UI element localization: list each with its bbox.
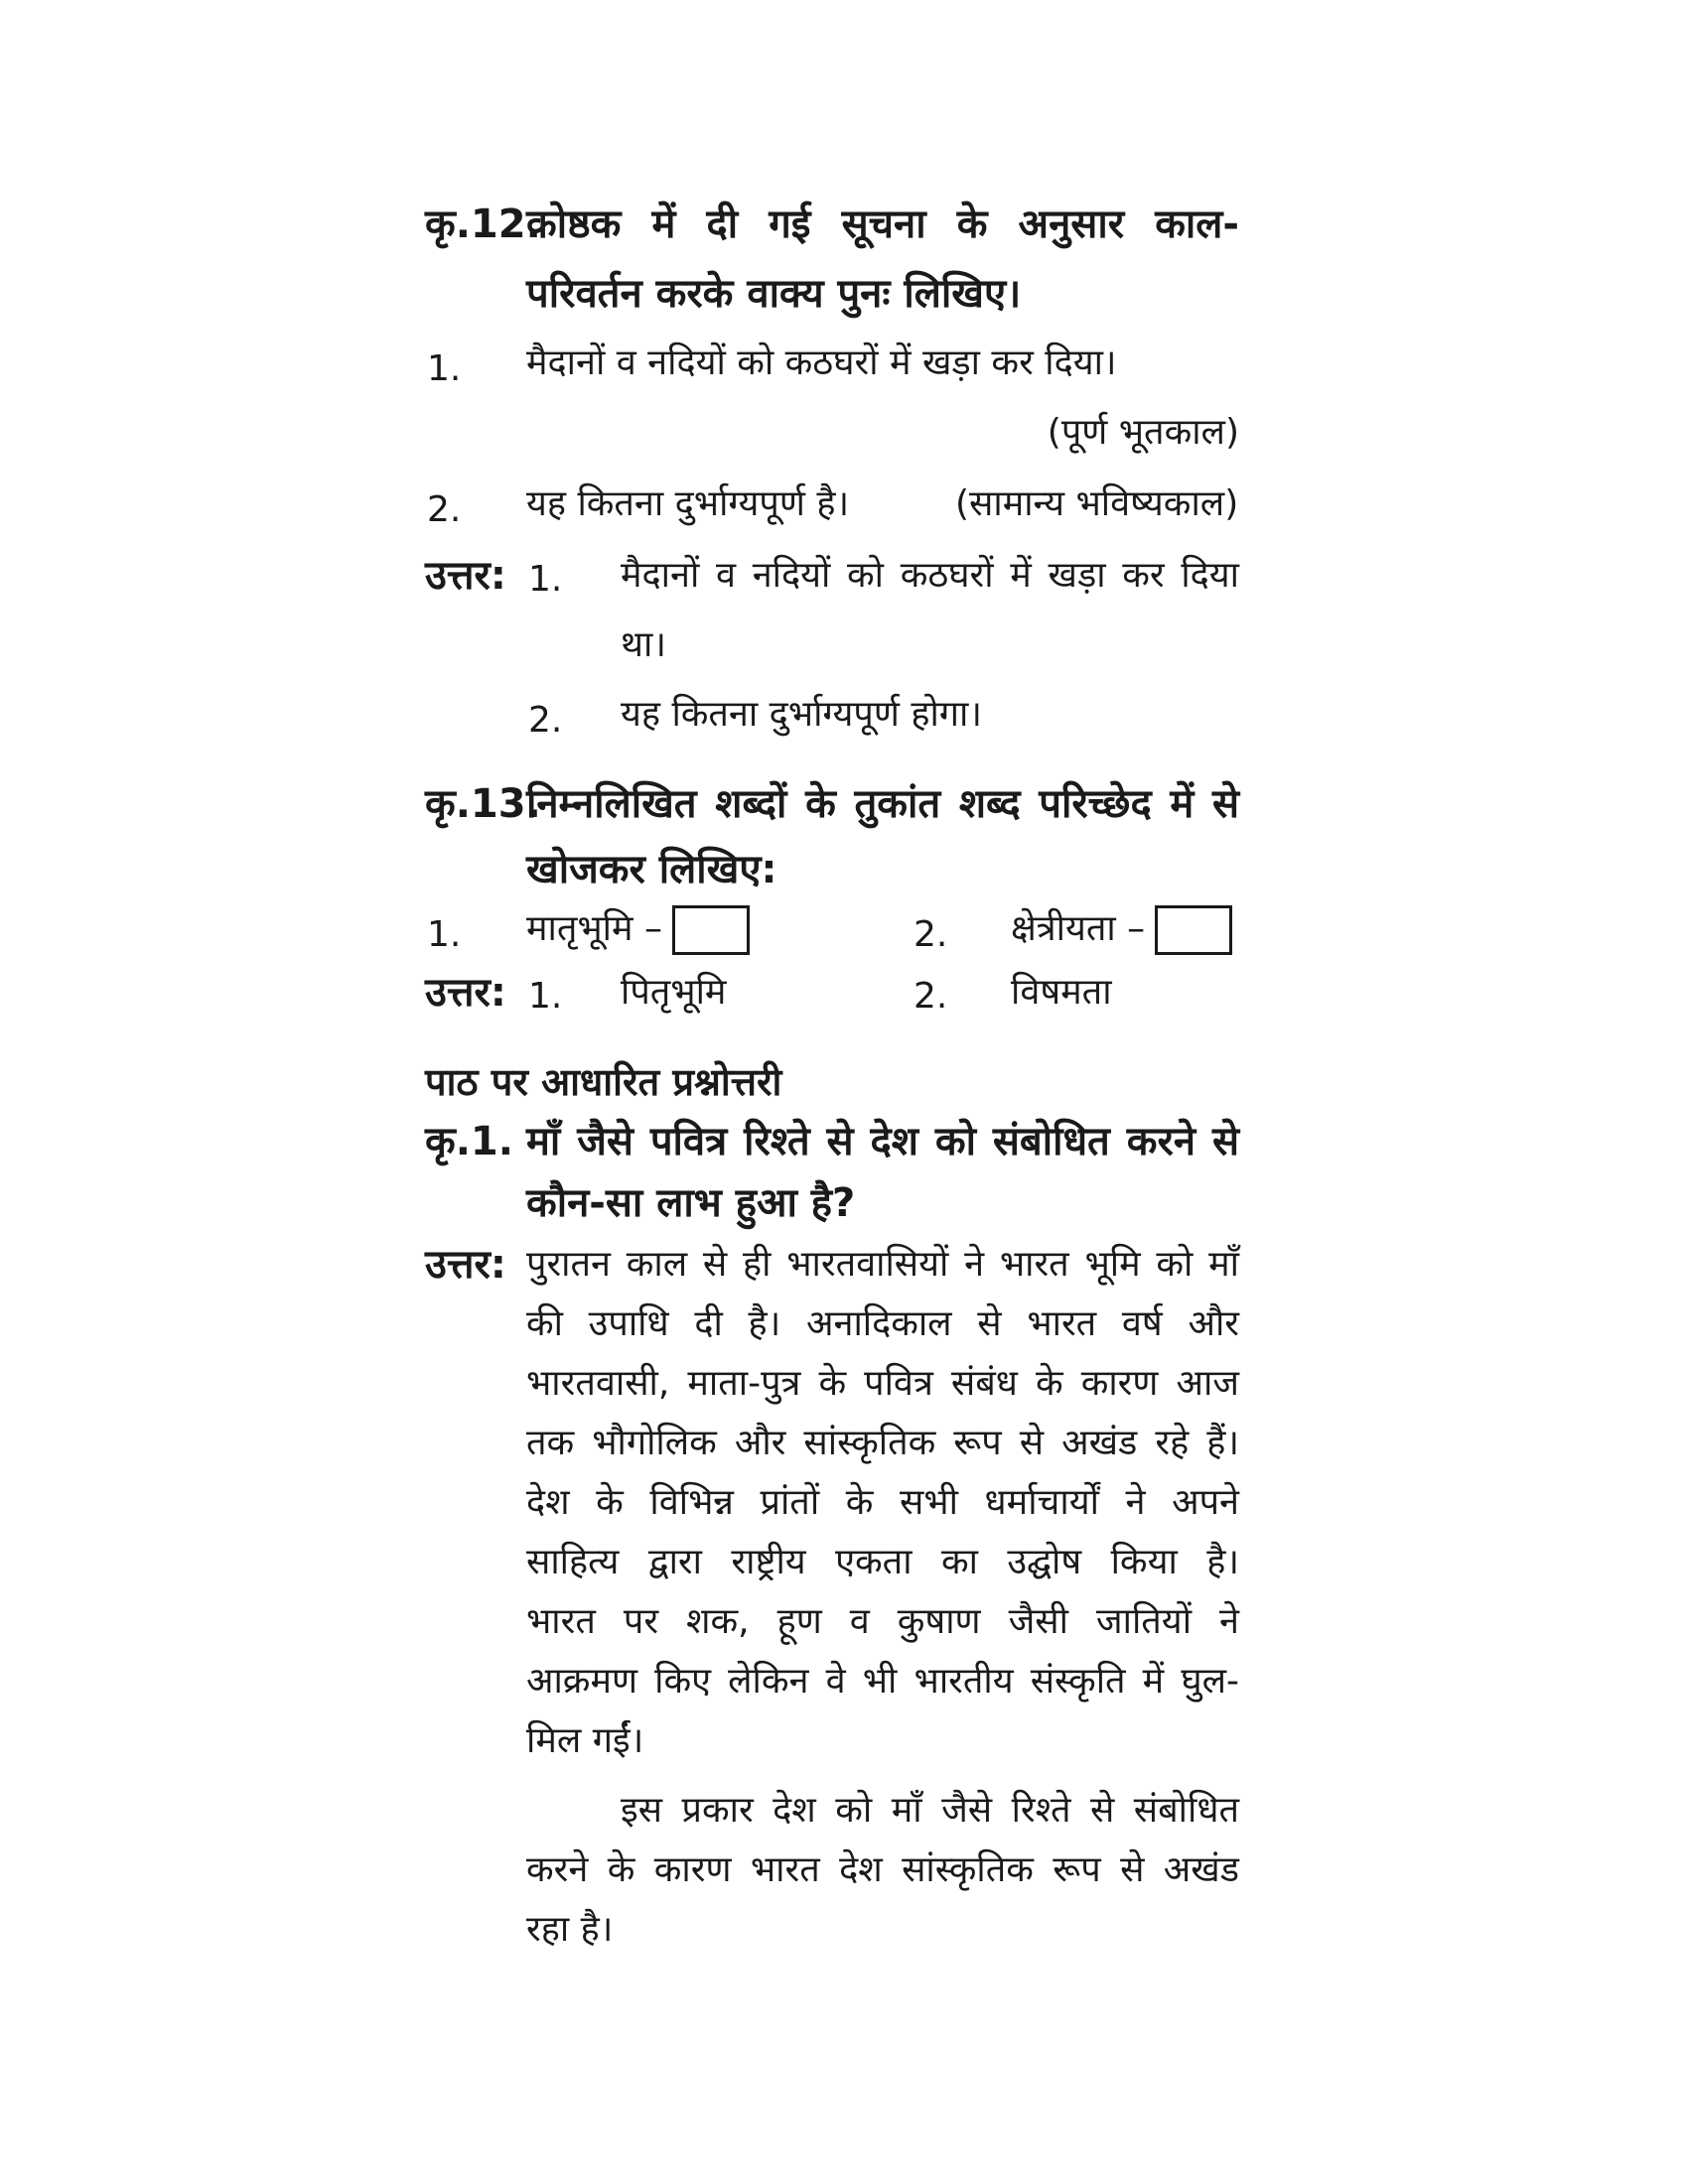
q1-answer-line-7: भारत पर शक, हूण व कुषाण जैसी जातियों ने	[526, 1601, 1239, 1642]
q1-conclusion-line-1: इस प्रकार देश को माँ जैसे रिश्ते से संबोधित	[621, 1790, 1239, 1831]
q1-answer-line-5: देश के विभिन्न प्रांतों के सभी धर्माचार्यों ने अपने	[526, 1482, 1239, 1523]
q13-answer-2-number: 2.	[914, 976, 948, 1017]
q12-item-2-number: 2.	[427, 489, 462, 530]
q12-answer-1-line2: था।	[621, 624, 666, 665]
q12-item-1-text: मैदानों व नदियों को कठघरों में खड़ा कर दिया।	[526, 342, 1117, 383]
q12-answer-1-line1: मैदानों व नदियों को कठघरों में खड़ा कर दिया	[621, 555, 1239, 596]
q13-number: कृ.13.	[425, 781, 541, 827]
q1-answer-line-8: आक्रमण किए लेकिन वे भी भारतीय संस्कृति में घुल-	[526, 1661, 1239, 1702]
q12-answer-label: उत्तर:	[425, 553, 506, 599]
q13-answer-2-text: विषमता	[1011, 972, 1112, 1013]
q13-item-2	[1011, 905, 1232, 955]
q1-answer-line-1: पुरातन काल से ही भारतवासियों ने भारत भूमि को माँ	[526, 1244, 1240, 1285]
q12-title-line2: परिवर्तन करके वाक्य पुनः लिखिए।	[526, 271, 1022, 317]
q13-item-2-word: क्षेत्रीयता –	[1011, 908, 1146, 949]
q13-item-1-number: 1.	[427, 914, 462, 955]
q12-answer-2-text: यह कितना दुर्भाग्यपूर्ण होगा।	[621, 694, 983, 735]
q13-item-1-blank-box[interactable]	[672, 905, 750, 955]
q12-title-line1: कोष्ठक में दी गई सूचना के अनुसार काल-	[526, 202, 1239, 247]
q1-answer-line-6: साहित्य द्वारा राष्ट्रीय एकता का उद्घोष किया है।	[526, 1542, 1239, 1582]
q12-item-2-text: यह कितना दुर्भाग्यपूर्ण है।	[526, 483, 850, 524]
q13-title-line2: खोजकर लिखिए:	[526, 847, 777, 892]
q12-answer-1-number: 1.	[528, 559, 563, 600]
q13-title-line1: निम्नलिखित शब्दों के तुकांत शब्द परिच्छेद में से	[526, 781, 1239, 827]
q1-title-line2: कौन-सा लाभ हुआ है?	[526, 1180, 856, 1226]
q1-conclusion-line-2: करने के कारण भारत देश सांस्कृतिक रूप से अखंड	[526, 1849, 1239, 1890]
q12-item-2-hint: (सामान्य भविष्यकाल)	[955, 483, 1239, 524]
q13-answer-1-text: पितृभूमि	[621, 972, 727, 1013]
q1-answer-line-3: भारतवासी, माता-पुत्र के पवित्र संबंध के कारण आज	[526, 1363, 1239, 1404]
q13-answer-1-number: 1.	[528, 976, 563, 1017]
q1-answer-label: उत्तर:	[425, 1242, 506, 1288]
q1-number: कृ.1.	[425, 1119, 513, 1164]
q1-answer-line-4: तक भौगोलिक और सांस्कृतिक रूप से अखंड रहे हैं।	[526, 1423, 1239, 1463]
q12-number: कृ.12.	[425, 202, 541, 247]
q1-title-line1: माँ जैसे पवित्र रिश्ते से देश को संबोधित करने से	[526, 1119, 1239, 1164]
q1-answer-line-2: की उपाधि दी है। अनादिकाल से भारत वर्ष और	[526, 1303, 1239, 1344]
q13-item-1	[526, 905, 750, 955]
q13-answer-label: उत्तर:	[425, 970, 506, 1016]
q13-item-1-word: मातृभूमि –	[526, 908, 662, 949]
section-heading: पाठ पर आधारित प्रश्नोत्तरी	[425, 1060, 782, 1104]
q1-answer-line-9: मिल गईं।	[526, 1720, 644, 1761]
q1-conclusion-line-3: रहा है।	[526, 1909, 614, 1950]
q13-item-2-blank-box[interactable]	[1155, 905, 1232, 955]
q12-item-1-number: 1.	[427, 348, 462, 389]
q13-item-2-number: 2.	[914, 914, 948, 955]
q12-item-1-hint: (पूर्ण भूतकाल)	[1047, 412, 1239, 453]
q12-answer-2-number: 2.	[528, 700, 563, 741]
